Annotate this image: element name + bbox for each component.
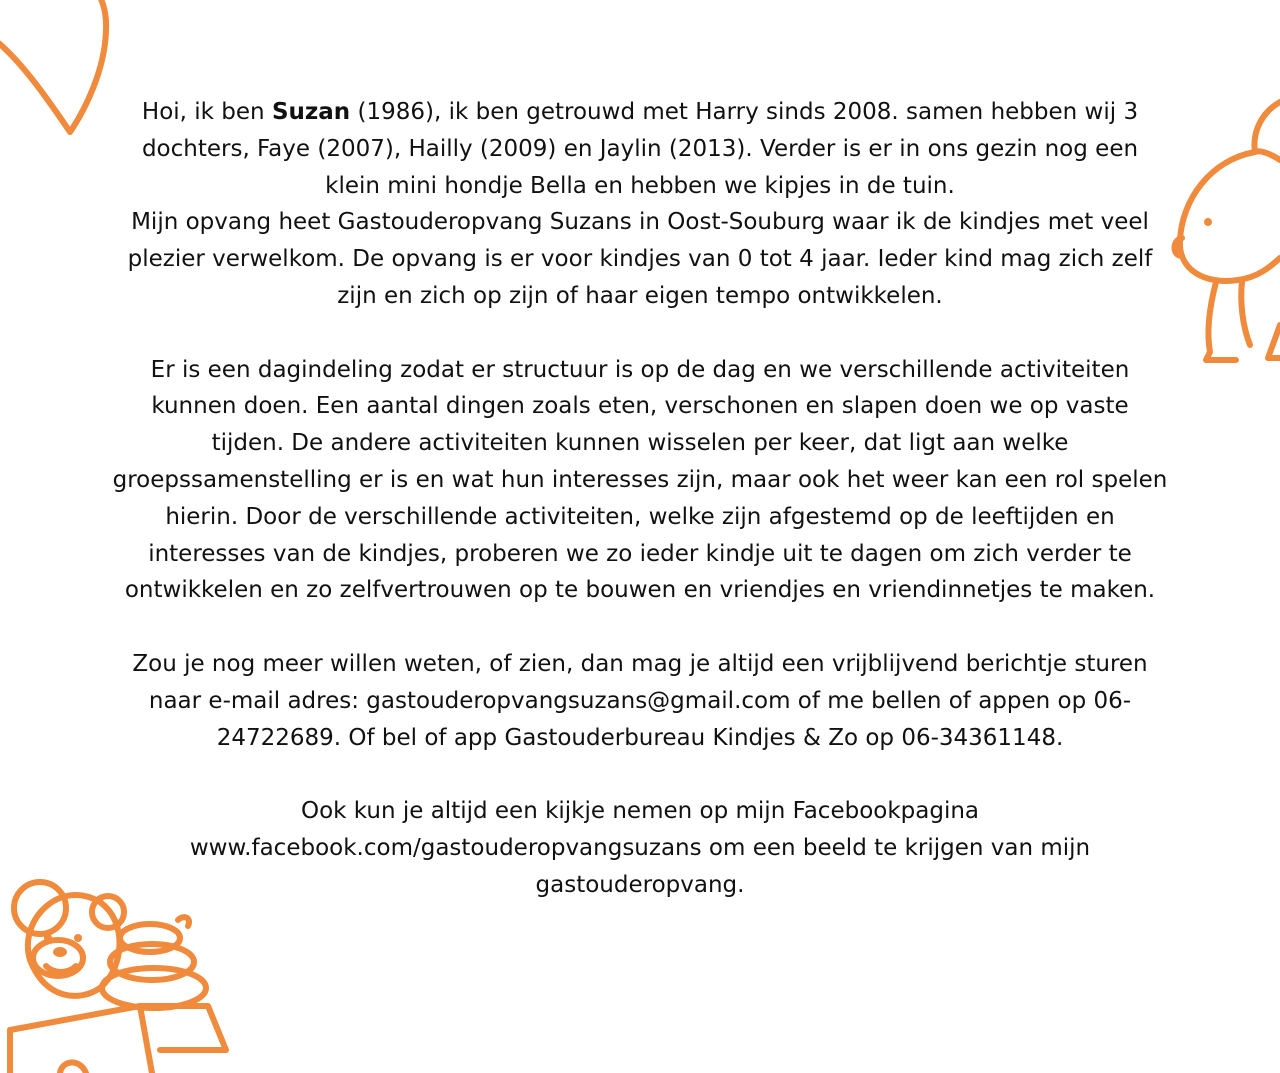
name-highlight: Suzan: [271, 99, 351, 125]
opvang-paragraph: Mijn opvang heet Gastouderopvang Suzans in Oost-Souburg waar ik de kindjes met veel plezier verwelkom. De opvang is er voor kindjes van 0 tot 4 jaar. Ieder kind mag zich zelf zijn en zich op zijn of haar eigen tempo ontwikkelen.: [127, 209, 1153, 309]
contact-paragraph: Zou je nog meer willen weten, of zien, dan mag je altijd een vrijblijvend berichtje sturen naar e-mail adres: gastouderopvangsuzans@gmail.com of me bellen of appen op 06-24722689. Of bel of app Gastouderbureau Kindjes & Zo op 06-34361148.: [132, 650, 1148, 751]
intro-pre-name: Hoi, ik ben: [141, 99, 272, 125]
paragraph-gap: [112, 756, 1168, 793]
paragraph-gap: [112, 315, 1168, 352]
rabbit-icon: [1170, 90, 1280, 380]
schedule-paragraph: Er is een dagindeling zodat er structuur is op de dag en we verschillende activiteiten kunnen doen. Een aantal dingen zoals eten, verschonen en slapen doen we op vaste tijden. De andere activiteiten kunnen wisselen per keer, dat ligt aan welke groepssamenstelling er is en wat hun interesses zijn, maar ook het weer kan een rol spelen hierin. Door de verschillende activiteiten, welke zijn afgestemd op de leeftijden en interesses van de kindjes, proberen we zo ieder kindje uit te dagen om zich verder te ontwikkelen en zo zelfvertrouwen op te bouwen en vriendjes en vriendinnetjes te maken.: [112, 356, 1168, 604]
paragraph-gap: [112, 609, 1168, 646]
intro-post-name: (1986), ik ben getrouwd met Harry sinds 2008. samen hebben wij 3 dochters, Faye (2007), Hailly (2009) en Jaylin (2013). Verder is er in ons gezin nog een klein mini hondje Bella en hebben we kipjes in de tuin.: [141, 99, 1139, 199]
intro-paragraph: [112, 94, 1168, 204]
facebook-paragraph: Ook kun je altijd een kijkje nemen op mijn Facebookpagina www.facebook.com/gastouderopvangsuzans om een beeld te krijgen van mijn gastouderopvang.: [189, 798, 1091, 898]
heart-icon: [0, 0, 120, 150]
about-text: [112, 94, 1168, 904]
